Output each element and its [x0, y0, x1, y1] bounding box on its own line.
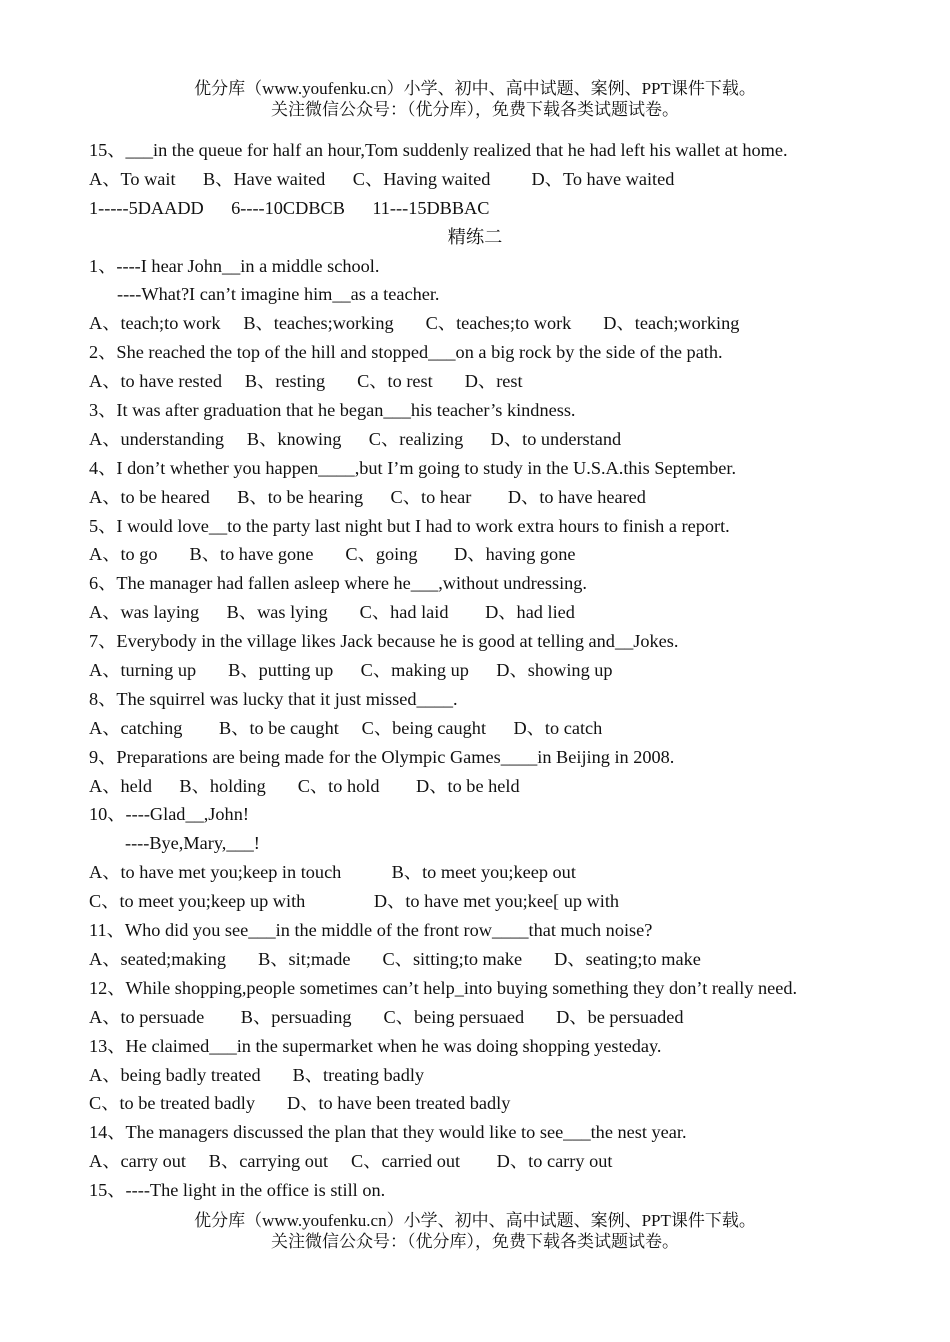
text-line: A、catching B、to be caught C、being caught D、to catch [89, 717, 603, 738]
text-line: A、turning up B、putting up C、making up D、showing up [89, 660, 613, 681]
text-line: 15、___in the queue for half an hour,Tom suddenly realized that he had left his wallet at home. [89, 140, 788, 160]
text-line: 15、----The light in the office is still on. [89, 1180, 386, 1201]
page-header [0, 78, 950, 120]
footer-line-2: 关注微信公众号：（优分库），免费下载各类试题试卷。 [271, 1232, 679, 1251]
text-line: 12、While shopping,people sometimes can’t help_into buying something they don’t really need. [89, 977, 798, 998]
text-line: A、to go B、to have gone C、going D、having gone [89, 544, 576, 565]
text-line: 8、The squirrel was lucky that it just missed____. [89, 688, 458, 709]
text-line: 14、The managers discussed the plan that they would like to see___the nest year. [89, 1122, 687, 1143]
text-line: A、seated;making B、sit;made C、sitting;to make D、seating;to make [89, 948, 701, 969]
footer-line-1: 优分库（www.youfenku.cn）小学、初中、高中试题、案例、PPT课件下载。 [194, 1211, 756, 1230]
text-line: C、to meet you;keep up with D、to have met you;kee[ up with [89, 891, 620, 912]
text-line: A、to persuade B、persuading C、being persuaed D、be persuaded [89, 1006, 684, 1027]
text-line: A、to have met you;keep in touch B、to meet you;keep out [89, 862, 576, 883]
page-footer [0, 1210, 950, 1252]
exercise-content [89, 136, 889, 1205]
text-line: 9、Preparations are being made for the Olympic Games____in Beijing in 2008. [89, 746, 675, 767]
text-line: A、carry out B、carrying out C、carried out D、to carry out [89, 1151, 613, 1172]
header-line-2: 关注微信公众号：（优分库），免费下载各类试题试卷。 [271, 100, 679, 119]
text-line: 13、He claimed___in the supermarket when he was doing shopping yesteday. [89, 1035, 662, 1056]
text-line: 1、----I hear John__in a middle school. [89, 255, 380, 276]
text-line: A、teach;to work B、teaches;working C、teaches;to work D、teach;working [89, 313, 740, 334]
text-line: ----What?I can’t imagine him__as a teacher. [117, 284, 440, 305]
text-line: A、to have rested B、resting C、to rest D、rest [89, 371, 523, 392]
header-line-1: 优分库（www.youfenku.cn）小学、初中、高中试题、案例、PPT课件下载。 [194, 79, 756, 98]
text-line: A、held B、holding C、to hold D、to be held [89, 775, 520, 796]
text-line: 3、It was after graduation that he began___his teacher’s kindness. [89, 400, 576, 421]
text-line: 7、Everybody in the village likes Jack because he is good at telling and__Jokes. [89, 631, 679, 652]
text-line: 1-----5DAADD 6----10CDBCB 11---15DBBAC [89, 197, 490, 218]
section-title: 精练二 [447, 226, 503, 247]
text-line: A、was laying B、was lying C、had laid D、had lied [89, 602, 575, 623]
text-line: 6、The manager had fallen asleep where he___,without undressing. [89, 573, 588, 594]
text-line: 5、I would love__to the party last night but I had to work extra hours to finish a report. [89, 515, 730, 536]
text-line: A、to be heared B、to be hearing C、to hear D、to have heared [89, 486, 646, 507]
text-line: 2、She reached the top of the hill and stopped___on a big rock by the side of the path. [89, 342, 723, 363]
text-line: A、being badly treated B、treating badly [89, 1064, 425, 1085]
text-line: A、understanding B、knowing C、realizing D、to understand [89, 428, 622, 449]
text-line: ----Bye,Mary,___! [125, 833, 260, 854]
text-line: 11、Who did you see___in the middle of the front row____that much noise? [89, 920, 653, 941]
text-line: C、to be treated badly D、to have been treated badly [89, 1093, 511, 1114]
text-line: A、To wait B、Have waited C、Having waited D、To have waited [89, 168, 675, 189]
text-line: 10、----Glad__,John! [89, 804, 249, 825]
text-line: 4、I don’t whether you happen____,but I’m going to study in the U.S.A.this September. [89, 457, 737, 478]
